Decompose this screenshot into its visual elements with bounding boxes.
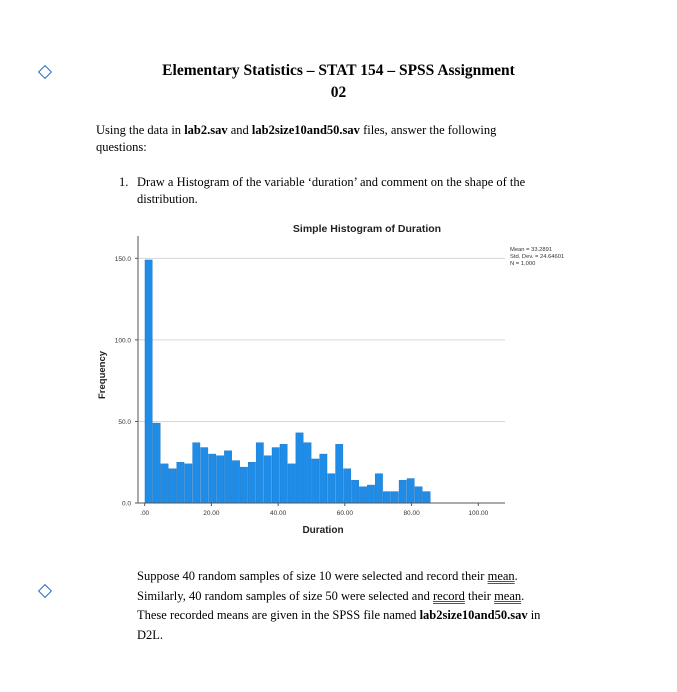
histogram-bar bbox=[383, 492, 390, 503]
file-name-lab2size: lab2size10and50.sav bbox=[251, 123, 360, 137]
document-title-number: 02 bbox=[330, 84, 347, 101]
x-tick-label: 80.00 bbox=[403, 510, 420, 517]
intro-paragraph bbox=[96, 122, 556, 155]
histogram-bar bbox=[328, 474, 335, 503]
x-axis-label: Duration bbox=[302, 525, 344, 536]
histogram-bar bbox=[208, 454, 215, 503]
histogram-bar bbox=[216, 456, 223, 503]
histogram-bar bbox=[145, 260, 152, 503]
x-tick-label: .00 bbox=[140, 510, 150, 517]
x-tick-label: 20.00 bbox=[203, 510, 220, 517]
stats-line: Mean = 33.2891 bbox=[510, 247, 553, 253]
histogram-bar bbox=[288, 464, 295, 503]
question-1-number: 1. bbox=[119, 175, 129, 189]
histogram-bar bbox=[240, 467, 247, 503]
y-tick-labels bbox=[115, 256, 138, 508]
histogram-bar bbox=[248, 462, 255, 503]
margin-diamond-icon-bottom bbox=[38, 584, 52, 598]
histogram-bar bbox=[375, 474, 382, 503]
histogram-bar bbox=[407, 479, 414, 503]
histogram-bar bbox=[399, 480, 406, 503]
document-title bbox=[0, 62, 677, 80]
chart-title: Simple Histogram of Duration bbox=[292, 223, 442, 235]
samples-line-1: Suppose 40 random samples of size 10 were selected and record their mean. bbox=[137, 569, 518, 583]
histogram-bar bbox=[391, 492, 398, 503]
histogram-bar bbox=[153, 423, 160, 503]
histogram-bar bbox=[224, 451, 231, 503]
y-axis-label: Frequency bbox=[97, 350, 108, 400]
histogram-bar bbox=[232, 461, 239, 503]
y-tick-label: 0.0 bbox=[121, 500, 131, 508]
histogram-bar bbox=[169, 469, 176, 503]
histogram-bar bbox=[280, 444, 287, 503]
samples-line-2: Similarly, 40 random samples of size 50 were selected and record their mean. bbox=[137, 588, 525, 603]
intro-line-2: questions: bbox=[96, 139, 147, 154]
histogram-bar bbox=[193, 443, 200, 503]
grid-lines bbox=[138, 258, 505, 421]
histogram-bar bbox=[185, 464, 192, 503]
x-tick-label: 100.00 bbox=[468, 510, 489, 517]
file-name-lab2: lab2.sav bbox=[184, 123, 228, 137]
histogram-bars bbox=[145, 260, 430, 503]
intro-line-1: Using the data in lab2.sav and lab2size10and50.sav files, answer the following bbox=[96, 123, 497, 137]
samples-line-3: These recorded means are given in the SPSS file named lab2size10and50.sav in bbox=[137, 608, 541, 622]
x-tick-labels bbox=[140, 503, 488, 517]
word-mean-1: mean bbox=[487, 569, 515, 583]
samples-line-4: D2L. bbox=[137, 627, 164, 642]
histogram-bar bbox=[272, 448, 279, 503]
histogram-bar bbox=[367, 485, 374, 503]
title-line-1: Elementary Statistics – STAT 154 – SPSS Assignment bbox=[162, 62, 515, 79]
stats-line: Std. Dev. = 24.64601 bbox=[510, 254, 565, 260]
x-tick-label: 60.00 bbox=[336, 510, 353, 517]
histogram-chart bbox=[90, 212, 590, 542]
histogram-bar bbox=[312, 459, 319, 503]
histogram-bar bbox=[423, 492, 430, 503]
histogram-bar bbox=[320, 454, 327, 503]
file-name-lab2size-2: lab2size10and50.sav bbox=[419, 608, 528, 622]
question-1-text: Draw a Histogram of the variable ‘duration’ and comment on the shape of the distribution. bbox=[137, 175, 526, 206]
stats-line: N = 1,000 bbox=[510, 261, 536, 267]
y-tick-label: 100.0 bbox=[114, 337, 131, 345]
stats-box bbox=[510, 247, 564, 267]
y-tick-label: 150.0 bbox=[114, 255, 131, 263]
histogram-bar bbox=[343, 469, 350, 503]
histogram-bar bbox=[256, 443, 263, 503]
histogram-bar bbox=[264, 456, 271, 503]
histogram-bar bbox=[351, 480, 358, 503]
word-record: record bbox=[432, 588, 465, 603]
histogram-bar bbox=[336, 444, 343, 503]
word-mean-2: mean bbox=[494, 588, 522, 603]
samples-paragraph bbox=[137, 567, 587, 645]
y-tick-label: 50.0 bbox=[118, 418, 131, 426]
histogram-bar bbox=[415, 487, 422, 503]
histogram-bar bbox=[201, 448, 208, 503]
histogram-bar bbox=[177, 462, 184, 503]
histogram-bar bbox=[359, 487, 366, 503]
x-tick-label: 40.00 bbox=[269, 510, 287, 517]
histogram-bar bbox=[296, 433, 303, 503]
histogram-bar bbox=[304, 443, 311, 503]
histogram-bar bbox=[161, 464, 168, 503]
